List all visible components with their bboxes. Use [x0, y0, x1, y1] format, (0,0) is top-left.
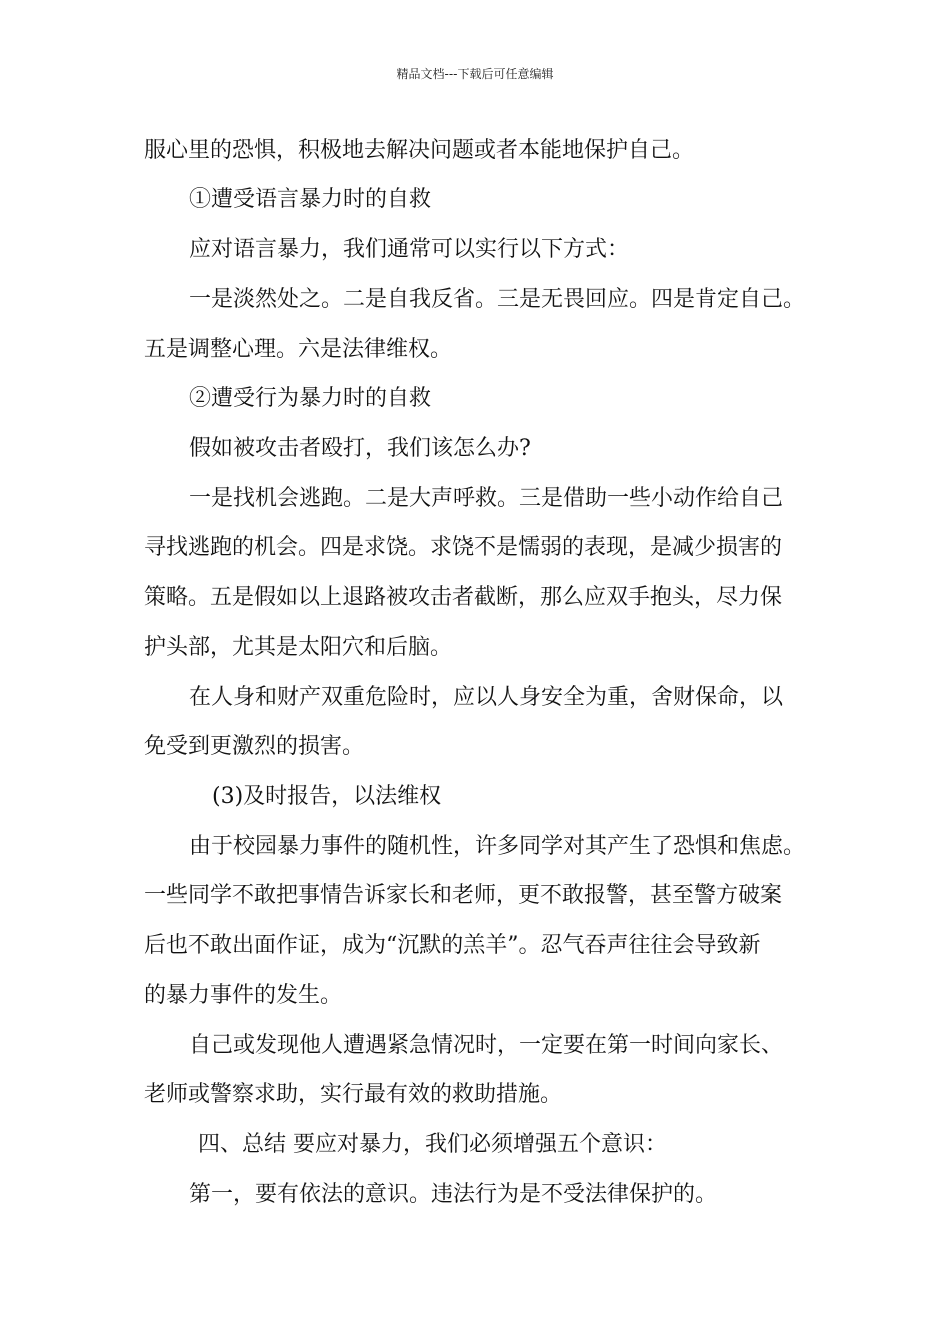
- paragraph-line: 护头部，尤其是太阳穴和后脑。: [144, 635, 453, 660]
- paragraph-line: 应对语言暴力，我们通常可以实行以下方式：: [189, 237, 630, 262]
- section-heading-summary: 四、总结 要应对暴力，我们必须增强五个意识：: [198, 1132, 667, 1157]
- paragraph-line: 自己或发现他人遭遇紧急情况时，一定要在第一时间向家长、: [189, 1033, 784, 1058]
- paragraph-line: 假如被攻击者殴打，我们该怎么办?: [189, 436, 531, 461]
- page-header: 精品文档---下载后可任意编辑: [396, 67, 554, 81]
- paragraph-line: 的暴力事件的发生。: [144, 983, 343, 1008]
- paragraph-line: 五是调整心理。六是法律维权。: [144, 337, 453, 362]
- paragraph-line: 免受到更激烈的损害。: [144, 734, 365, 759]
- paragraph-line: 一些同学不敢把事情告诉家长和老师，更不敢报警，甚至警方破案: [144, 883, 783, 908]
- paragraph-line: 一是淡然处之。二是自我反省。三是无畏回应。四是肯定自己。: [189, 287, 806, 312]
- paragraph-line: 一是找机会逃跑。二是大声呼救。三是借助一些小动作给自己: [189, 486, 784, 511]
- paragraph-line: 由于校园暴力事件的随机性，许多同学对其产生了恐惧和焦虑。: [189, 834, 806, 859]
- paragraph-line: 第一，要有依法的意识。违法行为是不受法律保护的。: [189, 1182, 718, 1207]
- paragraph-line: 寻找逃跑的机会。四是求饶。求饶不是懦弱的表现，是减少损害的: [144, 535, 783, 560]
- paragraph-line: 策略。五是假如以上退路被攻击者截断，那么应双手抱头，尽力保: [144, 585, 783, 610]
- paragraph-line: 老师或警察求助，实行最有效的救助措施。: [144, 1082, 563, 1107]
- paragraph-line: 后也不敢出面作证，成为“沉默的羔羊”。忍气吞声往往会导致新: [144, 933, 761, 958]
- paragraph-line: 在人身和财产双重危险时，应以人身安全为重，舍财保命，以: [189, 685, 784, 710]
- section-heading-report: (3)及时报告，以法维权: [212, 784, 442, 809]
- subheading-physical-violence: ②遭受行为暴力时的自救: [189, 386, 432, 411]
- paragraph-line: 服心里的恐惧，积极地去解决问题或者本能地保护自己。: [144, 138, 695, 163]
- subheading-verbal-violence: ①遭受语言暴力时的自救: [189, 187, 432, 212]
